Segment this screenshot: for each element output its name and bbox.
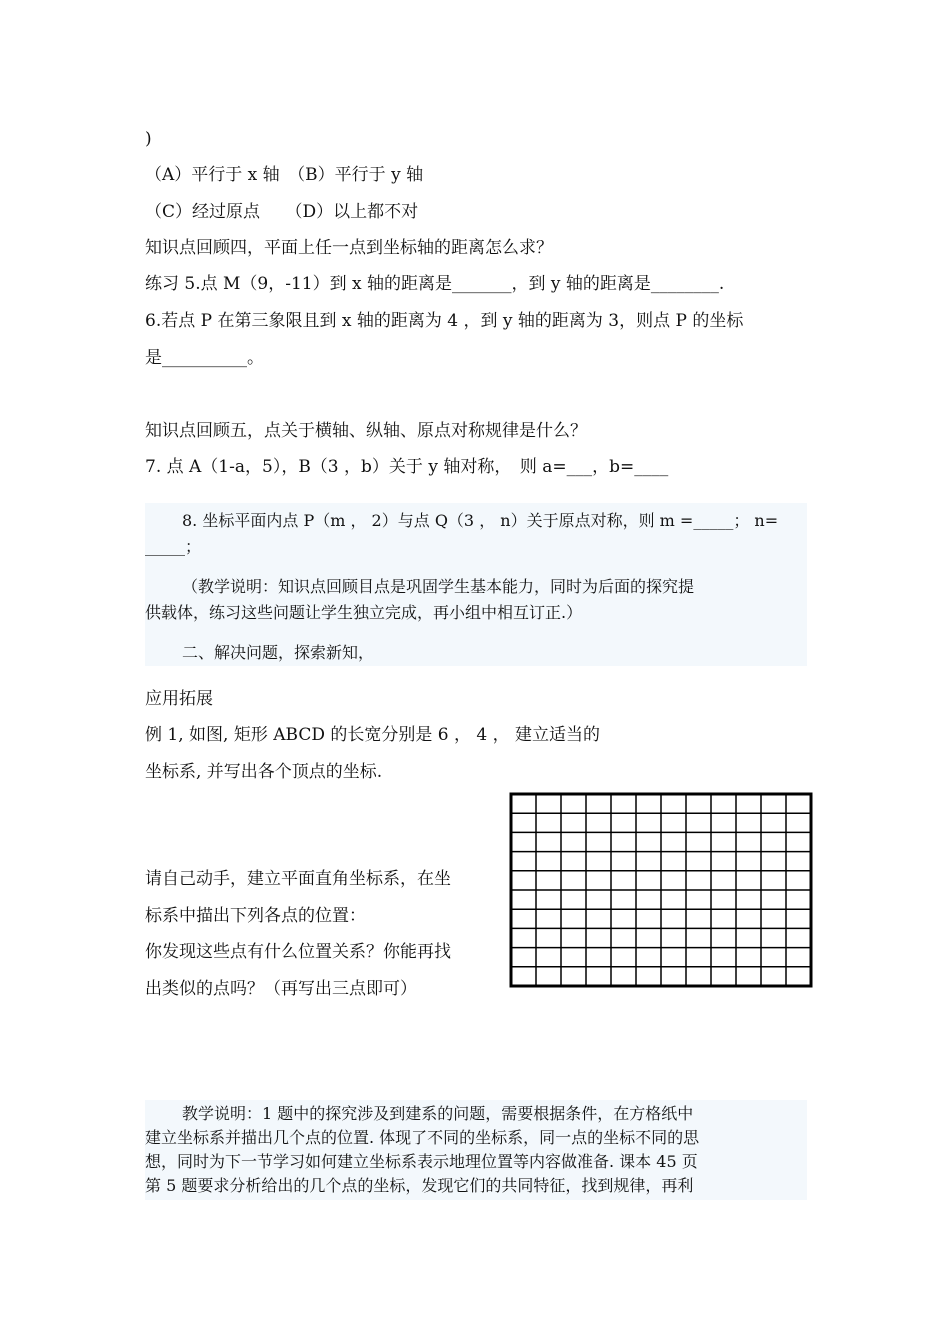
exercise-5: 练习 5.点 M（9，-11）到 x 轴的距离是_______，到 y 轴的距离是________. <box>145 274 725 294</box>
knowledge-review-5: 知识点回顾五，点关于横轴、纵轴、原点对称规律是什么？ <box>145 421 587 441</box>
teaching-note-block <box>145 503 807 666</box>
example-1: 例 1, 如图, 矩形 ABCD 的长宽分别是 6 ， 4 ， 建立适当的 <box>145 725 601 745</box>
exercise-6-continued: 是__________。 <box>145 348 264 368</box>
example-1-continued: 坐标系, 并写出各个顶点的坐标. <box>145 762 383 782</box>
teaching-note-2-line-2: 建立坐标系并描出几个点的位置. 体现了不同的坐标系，同一点的坐标不同的思 <box>145 1128 700 1147</box>
teaching-note-2-line-4: 第 5 题要求分析给出的几个点的坐标，发现它们的共同特征，找到规律，再利 <box>145 1176 694 1195</box>
knowledge-review-4: 知识点回顾四，平面上任一点到坐标轴的距离怎么求？ <box>145 238 553 258</box>
instruction-line-4: 出类似的点吗？（再写出三点即可） <box>145 979 417 999</box>
instruction-line-2: 标系中描出下列各点的位置： <box>145 906 366 926</box>
option-c-d: （C）经过原点 （D）以上都不对 <box>145 202 419 222</box>
exercise-8-blank: _____； <box>145 537 202 556</box>
instruction-line-1: 请自己动手，建立平面直角坐标系，在坐 <box>145 869 451 889</box>
teaching-note-2-line-3: 想，同时为下一节学习如何建立坐标系表示地理位置等内容做准备. 课本 45 页 <box>145 1152 698 1171</box>
instruction-line-3: 你发现这些点有什么位置关系？你能再找 <box>145 942 451 962</box>
teaching-note-line-2: 供载体，练习这些问题让学生独立完成，再小组中相互订正.） <box>145 603 583 622</box>
section-heading-2: 二、解决问题，探索新知， <box>182 643 375 662</box>
exercise-7: 7. 点 A（1-a，5），B（3 ，b）关于 y 轴对称， 则 a=___，b=____ <box>145 457 669 477</box>
option-a-b: （A）平行于 x 轴 （B）平行于 y 轴 <box>145 165 424 185</box>
graph-paper-grid <box>508 791 814 989</box>
teaching-note-line-1: （教学说明：知识点回顾目点是巩固学生基本能力，同时为后面的探究提 <box>182 577 695 596</box>
teaching-note-block-2 <box>145 1100 807 1200</box>
exercise-8: 8. 坐标平面内点 P（m ， 2）与点 Q（3 ， n）关于原点对称，则 m =_____； n= <box>182 511 779 530</box>
text-line: ) <box>145 129 152 149</box>
application-heading: 应用拓展 <box>145 689 213 709</box>
teaching-note-2-line-1: 教学说明：1 题中的探究涉及到建系的问题，需要根据条件，在方格纸中 <box>182 1104 694 1123</box>
exercise-6: 6.若点 P 在第三象限且到 x 轴的距离为 4 ，到 y 轴的距离为 3，则点 P 的坐标 <box>145 311 744 331</box>
